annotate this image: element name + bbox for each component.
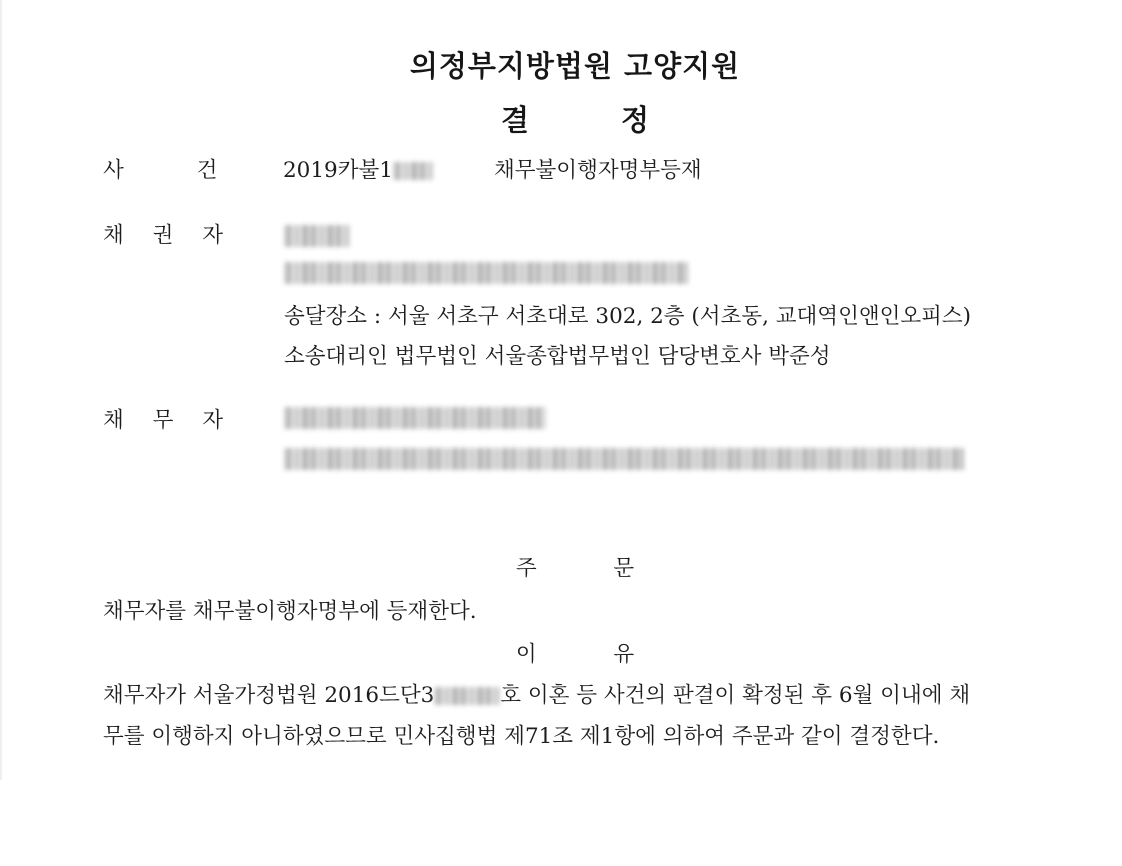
debtor-label: 채 무 자 (103, 408, 223, 433)
redacted-debtor-name (284, 407, 546, 429)
reason-line-2: 무를 이행하지 아니하였으므로 민사집행법 제71조 제1항에 의하여 주문과 같이 결정한다. (103, 724, 940, 749)
redacted-case-number (393, 162, 433, 180)
order-heading: 주 문 (515, 556, 635, 581)
reason-line-1-start: 채무자가 서울가정법원 2016드단3 (103, 683, 435, 708)
redacted-creditor-name (284, 225, 350, 247)
redacted-creditor-address (284, 262, 688, 284)
redacted-family-case-number (434, 687, 500, 705)
case-label: 사 건 (103, 158, 218, 183)
reason-line-1-end: 호 이혼 등 사건의 판결이 확정된 후 6월 이내에 채 (500, 683, 971, 708)
case-number-prefix: 2019카불1 (283, 158, 393, 183)
reason-heading: 이 유 (515, 642, 635, 667)
court-name: 의정부지방법원 고양지원 (409, 49, 741, 83)
redacted-debtor-address (284, 448, 964, 470)
order-text: 채무자를 채무불이행자명부에 등재한다. (103, 599, 477, 624)
creditor-label: 채 권 자 (103, 223, 223, 248)
reason-line-1 (103, 685, 970, 707)
creditor-counsel: 소송대리인 법무법인 서울종합법무법인 담당변호사 박준성 (284, 344, 831, 369)
creditor-service-address: 송달장소 : 서울 서초구 서초대로 302, 2층 (서초동, 교대역인앤인오피스) (284, 304, 972, 329)
document-title: 결 정 (500, 103, 650, 137)
case-number (283, 160, 433, 182)
case-name: 채무불이행자명부등재 (494, 158, 702, 183)
